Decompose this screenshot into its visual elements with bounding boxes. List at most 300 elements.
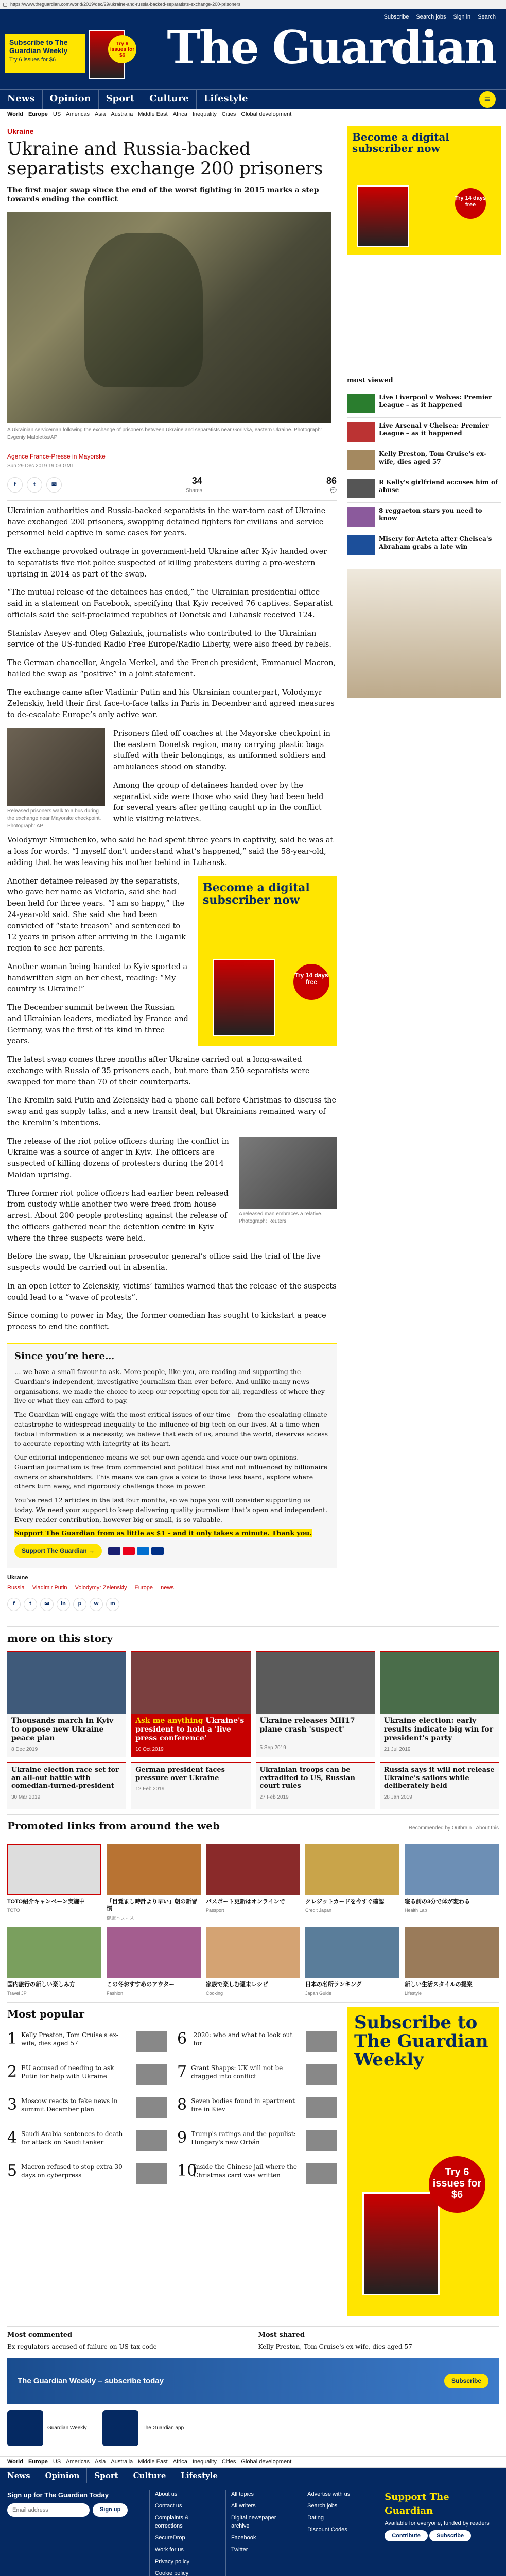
email-field[interactable] (7, 2503, 90, 2517)
arrow-right-icon: → (89, 1547, 95, 1555)
popular-item[interactable] (177, 2126, 337, 2159)
epic-paragraph: You’ve read 12 articles in the last four months, so we hope you will consider supporting us today. We need your support to keep delivering quality journalism that’s open and independent. Every reader contribution, however big or small, is so valuable. (14, 1496, 328, 1523)
story-card-image (256, 1652, 375, 1714)
toplink-jobs[interactable]: Search jobs (416, 14, 446, 20)
story-small-card-date: 27 Feb 2019 (259, 1794, 289, 1800)
hero-soldier-figure (84, 233, 203, 387)
share-count (186, 474, 202, 495)
nav-culture[interactable]: Culture (142, 90, 196, 109)
promoted-card-source: Health Lab (405, 1908, 427, 1913)
menu-icon[interactable]: ≡ (479, 91, 496, 108)
browser-url-bar[interactable] (0, 0, 506, 9)
popular-thumbnail (306, 2064, 337, 2085)
most-viewed-item[interactable] (347, 502, 501, 531)
app-promo[interactable] (102, 2410, 184, 2446)
signup-button[interactable]: Sign up (93, 2503, 128, 2517)
most-viewed-thumbnail (347, 422, 375, 442)
popular-rank: 4 (7, 2129, 18, 2147)
article-paragraph: Another detainee released by the separatists, who gave her name as Victoria, said she had been held for three years. “I am so happy,” the 24-year-old said. She said she had been convicted of “state treason” and sentenced to 12 years in prison after arriving in the Luganik region to see her parents. (7, 877, 186, 953)
subnav-americas[interactable]: Americas (66, 111, 90, 117)
popular-title: 2020: who and what to look out for (193, 2031, 293, 2047)
footer-subnav-item[interactable]: US (53, 2459, 61, 2465)
nav-lifestyle[interactable]: Lifestyle (196, 90, 255, 109)
popular-thumbnail (306, 2031, 337, 2052)
guardian-logo[interactable]: The Guardian (167, 21, 496, 74)
support-guardian-button[interactable] (14, 1544, 102, 1558)
footer-link[interactable]: Cookie policy (154, 2570, 189, 2576)
promoted-card-source: 健康ニュース (107, 1915, 134, 1921)
story-small-card-date: 30 Mar 2019 (11, 1794, 41, 1800)
promoted-card-title: クレジットカードを今すぐ確認 (305, 1899, 385, 1905)
footer-link[interactable]: Digital newspaper archive (231, 2515, 276, 2530)
popular-title: Saudi Arabia sentences to death for attack on Saudi tanker (21, 2130, 123, 2146)
article-paragraph: Another woman being handed to Kyiv sported a handwritten sign on her chest, reading: “My country is Ukraine!” (7, 962, 188, 994)
promoted-card-source: Japan Guide (305, 1991, 332, 1996)
article-paragraph: Stanislav Aseyev and Oleg Galaziuk, journalists who contributed to the Ukrainian service of the US-funded Radio Free Europe/Radio Liberty, were also freed by rebels. (7, 629, 331, 649)
story-small-card[interactable] (380, 1762, 499, 1809)
story-card-highlight[interactable] (131, 1651, 250, 1757)
site-footer (0, 2483, 506, 2576)
article-kicker[interactable]: Ukraine (7, 127, 34, 135)
footer-subnav-item[interactable]: Australia (111, 2459, 133, 2465)
footer-subnav-item[interactable]: Cities (221, 2459, 236, 2465)
whatsapp-icon[interactable]: w (90, 1598, 103, 1611)
story-card[interactable] (380, 1651, 499, 1757)
most-viewed-item[interactable] (347, 417, 501, 446)
topic-link[interactable]: Volodymyr Zelenskiy (75, 1585, 127, 1591)
promoted-card-source: Fashion (107, 1991, 124, 1996)
toplink-signin[interactable]: Sign in (453, 14, 471, 20)
popular-item[interactable] (7, 2027, 167, 2060)
header-promo-title: Subscribe to The Guardian Weekly (9, 38, 68, 55)
pop-ad-title: Subscribe to The Guardian Weekly (354, 2012, 488, 2070)
topic-link[interactable]: Vladimir Putin (32, 1585, 67, 1591)
newsletter-signup (7, 2490, 139, 2576)
promoted-card[interactable] (405, 1844, 499, 1922)
story-small-card[interactable] (256, 1762, 375, 1809)
promoted-card-title: 家族で楽しむ週末レシピ (206, 1981, 268, 1988)
most-viewed-thumbnail (347, 450, 375, 470)
epic-paragraph: … we have a small favour to ask. More people, like you, are reading and supporting the Guardian’s independent, investigative journalism than ever before. And unlike many news organisations, we made the choice to keep our reporting open for all, regardless of where they live or what they can afford to pay. (14, 1368, 325, 1405)
footer-link[interactable]: SecureDrop (154, 2535, 185, 2541)
payment-cards (108, 1547, 164, 1555)
comment-count[interactable] (326, 474, 337, 495)
topic-link[interactable]: Europe (134, 1585, 153, 1591)
footer-link[interactable]: Twitter (231, 2547, 248, 2553)
popular-item[interactable] (177, 2159, 337, 2192)
promoted-card[interactable] (107, 1844, 201, 1922)
popular-rank: 9 (177, 2129, 187, 2147)
toplink-subscribe[interactable]: Subscribe (383, 14, 409, 20)
facebook-icon[interactable]: f (7, 1598, 21, 1611)
right-promo-title: Become a digital subscriber now (352, 131, 449, 155)
popular-title: Moscow reacts to fake news in summit December plan (21, 2097, 118, 2113)
epic-paragraph: The Guardian will engage with the most critical issues of our time – from the escalating climate catastrophe to widespread inequality to the influence of big tech on our lives. At a time when factual information is a necessity, we believe that each of us, around the world, deserves access to accurate reporting with integrity at its heart. (14, 1411, 328, 1448)
footer-nav-item[interactable]: News (7, 2471, 30, 2481)
comment-share-row (7, 2326, 499, 2351)
popular-item[interactable] (7, 2093, 167, 2126)
share-count-label: Shares (186, 488, 202, 494)
footer-link[interactable]: Advertise with us (307, 2491, 351, 2498)
promoted-card-title: TOTO紹介キャンペーン実施中 (7, 1899, 85, 1905)
promoted-card[interactable] (206, 1927, 300, 1997)
footer-subnav-item[interactable]: Europe (28, 2459, 48, 2465)
popular-thumbnail (136, 2163, 167, 2184)
subnav-australia[interactable]: Australia (111, 111, 133, 117)
most-viewed-thumbnail (347, 507, 375, 527)
promoted-card-source: Lifestyle (405, 1991, 422, 1996)
footer-nav-item[interactable]: Lifestyle (173, 2468, 225, 2483)
promoted-card-source: Cooking (206, 1991, 223, 1996)
header-promo-sub: Try 6 issues for $6 (9, 57, 56, 63)
promoted-card-source: Credit Japan (305, 1908, 332, 1913)
story-small-card-title: German president faces pressure over Ukraine (135, 1766, 225, 1782)
story-small-card[interactable] (131, 1762, 250, 1809)
popular-rank: 2 (7, 2063, 18, 2081)
story-small-cards (7, 1762, 499, 1809)
promoted-card[interactable] (305, 1844, 399, 1922)
most-commented-title: Most commented (7, 2331, 73, 2340)
subnav-global-development[interactable]: Global development (241, 111, 292, 117)
promoted-card[interactable] (107, 1927, 201, 1997)
aside-promo-title: Become a digital subscriber now (203, 880, 310, 907)
story-card-title: Ukraine releases MH17 plane crash 'suspect' (259, 1717, 355, 1734)
inline-image-1-photo (7, 728, 105, 806)
pinterest-icon[interactable]: p (73, 1598, 86, 1611)
promoted-image (206, 1927, 300, 1978)
popular-rank: 7 (177, 2063, 187, 2081)
contribute-button[interactable]: Contribute (385, 2530, 428, 2541)
popular-thumbnail (306, 2097, 337, 2118)
promoted-card-source: TOTO (7, 1908, 20, 1913)
banner-ad-text: The Guardian Weekly – subscribe today (18, 2376, 164, 2385)
app-label: The Guardian app (142, 2425, 184, 2431)
footer-subnav-item[interactable]: Africa (172, 2459, 187, 2465)
nav-news[interactable]: News (7, 93, 35, 104)
footer-subnav-item[interactable]: Middle East (138, 2459, 168, 2465)
twitter-icon[interactable]: t (24, 1598, 37, 1611)
promoted-image (405, 1927, 499, 1978)
story-card-image (380, 1652, 499, 1714)
footer-subnav (0, 2456, 506, 2468)
popular-item[interactable] (177, 2093, 337, 2126)
epic-highlight: Support The Guardian from as little as $1 – and it only takes a minute. Thank you. (14, 1529, 312, 1537)
about-this-link[interactable]: About this (476, 1825, 499, 1832)
popular-thumbnail (136, 2097, 167, 2118)
footer-subnav-item[interactable]: Inequality (192, 2459, 217, 2465)
email-icon[interactable]: ✉ (46, 477, 62, 493)
main-content (0, 121, 506, 1621)
subnav-middle-east[interactable]: Middle East (138, 111, 168, 117)
most-viewed-item[interactable] (347, 389, 501, 417)
article-paragraph: Ukrainian authorities and Russia-backed separatists in the war-torn east of Ukraine have exchanged 200 prisoners, swapping detained fighters for civilians and service personnel held captive in some cases for years. (7, 506, 326, 538)
most-shared-title: Most shared (258, 2331, 305, 2340)
promoted-image (107, 1844, 201, 1895)
promoted-card[interactable] (305, 1927, 399, 1997)
subnav-us[interactable]: US (53, 111, 61, 117)
cover-badge: Try 6 issues for $6 (108, 35, 136, 63)
footer-subnav-item[interactable]: World (7, 2459, 23, 2465)
popular-item[interactable] (7, 2159, 167, 2192)
nav-opinion[interactable]: Opinion (42, 90, 98, 109)
article-paragraph: Before the swap, the Ukrainian prosecutor general’s office said the trial of the five suspects would be carried out in absentia. (7, 1252, 321, 1273)
url-text[interactable]: https://www.theguardian.com/world/2019/dec/29/ukraine-and-russia-backed-separatists-exchange-200-prisoners (10, 1, 241, 7)
lock-icon (3, 3, 7, 7)
article-byline[interactable]: Agence France-Presse in Mayorske (7, 449, 337, 461)
footer-subnav-item[interactable]: Americas (66, 2459, 90, 2465)
email-icon[interactable]: ✉ (40, 1598, 54, 1611)
more-on-this-story (7, 1626, 499, 1809)
subnav-asia[interactable]: Asia (95, 111, 106, 117)
most-viewed-thumbnail (347, 479, 375, 498)
popular-item[interactable] (7, 2126, 167, 2159)
article-body (7, 506, 337, 1333)
app-phone-image (102, 2410, 138, 2446)
article-paragraph: The December summit between the Russian and Ukrainian leaders, mediated by France and Germany, was the first of its kind in three years. (7, 1004, 188, 1046)
popular-title: Kelly Preston, Tom Cruise's ex-wife, dies aged 57 (21, 2031, 118, 2047)
popular-title: Trump's ratings and the populist: Hungary's new Orbán (191, 2130, 296, 2146)
inline-image-2-photo (239, 1137, 337, 1209)
pop-ad-badge: Try 6 issues for $6 (429, 2156, 485, 2213)
most-viewed-item[interactable] (347, 446, 501, 474)
article-paragraph: The exchange came after Vladimir Putin and his Ukrainian counterpart, Volodymyr Zelenskiy, held their first face-to-face talks in Paris in December and agreed measures to de-escalate Europe’s only active war. (7, 688, 335, 720)
subnav-world[interactable]: World (7, 111, 23, 117)
nav-sport[interactable]: Sport (98, 90, 142, 109)
amex-icon (137, 1547, 149, 1555)
sub-nav (0, 109, 506, 121)
footer-links-2 (225, 2490, 291, 2576)
support-button-label: Support The Guardian (22, 1547, 87, 1555)
promoted-card[interactable] (7, 1844, 101, 1922)
popular-title: Seven bodies found in apartment fire in Kiev (191, 2097, 295, 2113)
signup-label: Sign up for The Guardian Today (7, 2491, 109, 2499)
story-small-card-title: Russia says it will not release Ukraine's sailors while deliberately held (383, 1766, 495, 1790)
footer-nav-item[interactable]: Culture (126, 2468, 173, 2483)
popular-item[interactable] (7, 2060, 167, 2093)
most-viewed-item[interactable] (347, 531, 501, 559)
footer-nav-item[interactable]: Sport (86, 2468, 125, 2483)
pop-ad-cover (362, 2192, 440, 2295)
most-viewed-item[interactable] (347, 474, 501, 502)
app-promo[interactable] (7, 2410, 87, 2446)
banner-advertisement[interactable] (7, 2358, 499, 2404)
epic-actions (14, 1544, 329, 1558)
article-paragraph: “The mutual release of the detainees has ended,” the Ukrainian presidential office said in a statement on Facebook, specifying that Kyiv received 76 captives. Separatist officials said the self-proclaimed republics of Donetsk and Luhansk received 124. (7, 588, 333, 619)
aside-subscribe-promo[interactable] (198, 876, 337, 1046)
app-label: Guardian Weekly (47, 2425, 87, 2431)
promoted-image (7, 1927, 101, 1978)
most-viewed-item-title: Live Arsenal v Chelsea: Premier League – as it happened (379, 421, 489, 437)
promoted-image (7, 1844, 101, 1895)
story-small-card-date: 28 Jan 2019 (383, 1794, 412, 1800)
share-count-value: 34 (191, 476, 202, 486)
article-paragraph: The latest swap comes three months after Ukraine carried out a long-awaited exchange with Russia of 35 prisoners each, but more than 250 separatists were swapped for more than 70 of their counterparts. (7, 1056, 310, 1087)
story-small-card[interactable] (7, 1762, 126, 1809)
promoted-image (305, 1927, 399, 1978)
story-card-title-wrap (131, 1714, 250, 1745)
subnav-africa[interactable]: Africa (172, 111, 187, 117)
promoted-card-title: 国内旅行の新しい楽しみ方 (7, 1981, 75, 1988)
footer-nav-item[interactable]: Opinion (38, 2468, 87, 2483)
promoted-card-title: パスポート更新はオンラインで (206, 1899, 285, 1905)
story-card-title: Ukraine's president to hold a 'live press conference' (135, 1717, 245, 1742)
topics-list (7, 1574, 337, 1592)
signup-row (7, 2503, 139, 2517)
popular-title: EU accused of needing to ask Putin for help with Ukraine (21, 2064, 114, 2080)
guardian-weekly-ad[interactable] (347, 2007, 499, 2316)
most-commented-item: Ex-regulators accused of failure on US tax code (7, 2343, 157, 2351)
story-card-date: 5 Sep 2019 (259, 1745, 286, 1751)
visa-icon (108, 1547, 120, 1555)
apps-row (7, 2410, 499, 2446)
popular-rank: 10 (177, 2162, 197, 2180)
most-popular-list-wrap (7, 2007, 337, 2316)
footer-link[interactable]: About us (154, 2491, 178, 2498)
topics-heading[interactable]: Ukraine (7, 1574, 28, 1581)
promoted-card[interactable] (206, 1844, 300, 1922)
most-viewed-item-title: 8 reggaeton stars you need to know (379, 506, 482, 522)
promoted-header (7, 1819, 499, 1839)
most-commented[interactable] (7, 2331, 248, 2351)
promoted-card-title: 新しい生活スタイルの提案 (405, 1981, 473, 1988)
footer-link[interactable]: All topics (231, 2491, 254, 2498)
promoted-card[interactable] (7, 1927, 101, 1997)
outbrain-label[interactable]: Recommended by Outbrain (408, 1825, 472, 1832)
more-on-story-title: more on this story (7, 1632, 113, 1645)
topic-link[interactable]: news (161, 1585, 174, 1591)
promoted-by: Recommended by Outbrain · About this (408, 1825, 499, 1832)
app-phone-image (7, 2410, 43, 2446)
popular-rank: 5 (7, 2162, 18, 2180)
subnav-europe[interactable]: Europe (28, 111, 48, 117)
popular-rank: 8 (177, 2096, 187, 2114)
linkedin-icon[interactable]: in (57, 1598, 70, 1611)
hero-caption: A Ukrainian serviceman following the exchange of prisoners between Ukraine and separatists near Gorlivka, eastern Ukraine. Photograph: Evgeniy Maloletka/AP (7, 427, 322, 440)
most-popular (7, 2002, 499, 2316)
most-shared[interactable] (258, 2331, 499, 2351)
article-standfirst: The first major swap since the end of the worst fighting in 2015 marks a step towards ending the conflict (7, 186, 319, 204)
footer-subnav-item[interactable]: Global development (241, 2459, 292, 2465)
article-paragraph: Prisoners filed off coaches at the Mayorske checkpoint in the eastern Donetsk region, many carrying plastic bags stuffed with their belongings, as uniformed soldiers and ambulances stood on standby. (113, 729, 330, 772)
most-viewed-thumbnail (347, 535, 375, 555)
banner-ad-cta[interactable]: Subscribe (444, 2374, 488, 2388)
footer-link[interactable]: Contact us (154, 2503, 182, 2510)
subnav-inequality[interactable]: Inequality (192, 111, 217, 117)
inline-image-2 (239, 1137, 337, 1226)
promoted-grid (7, 1844, 499, 1997)
popular-thumbnail (136, 2064, 167, 2085)
promoted-links (7, 1814, 499, 1997)
popular-item[interactable] (177, 2060, 337, 2093)
promoted-image (206, 1844, 300, 1895)
footer-subnav-item[interactable]: Asia (95, 2459, 106, 2465)
footer-link[interactable]: Discount Codes (307, 2527, 347, 2533)
story-cards (7, 1651, 499, 1757)
subnav-cities[interactable]: Cities (221, 111, 236, 117)
popular-thumbnail (306, 2130, 337, 2151)
aside-promo-cover (213, 959, 275, 1036)
right-subscribe-promo[interactable] (347, 126, 501, 255)
popular-title: Macron refused to stop extra 30 days on cyberpress (21, 2163, 123, 2179)
footer-link[interactable]: Privacy policy (154, 2558, 190, 2565)
story-card[interactable] (7, 1651, 126, 1757)
inline-image-1 (7, 728, 105, 831)
most-viewed (347, 374, 501, 559)
popular-item[interactable] (177, 2027, 337, 2060)
popular-rank: 3 (7, 2096, 18, 2114)
story-card-image (131, 1652, 250, 1714)
messenger-icon[interactable]: m (106, 1598, 119, 1611)
topic-link[interactable]: Russia (7, 1585, 25, 1591)
popular-thumbnail (136, 2130, 167, 2151)
popular-rank: 6 (177, 2030, 187, 2048)
story-card-date: 8 Dec 2019 (11, 1746, 38, 1752)
aside-promo-badge: Try 14 days free (293, 964, 329, 1000)
epic-paragraph: Our editorial independence means we set our own agenda and voice our own opinions. Guardian journalism is free from commercial and political bias and not influenced by billionaire owners or shareholders. This means we can give a voice to those less heard, explore where others turn away, and rigorously challenge those in power. (14, 1453, 327, 1490)
promoted-card[interactable] (405, 1927, 499, 1997)
right-column (347, 121, 501, 1621)
footer-link[interactable]: Complaints & corrections (154, 2515, 189, 2530)
twitter-icon[interactable]: t (27, 477, 42, 493)
contribution-epic (7, 1343, 337, 1568)
story-card-date: 10 Oct 2019 (135, 1746, 164, 1752)
header-promo[interactable] (5, 34, 85, 73)
story-card-date: 21 Jul 2019 (383, 1746, 411, 1752)
article-paragraph: The Kremlin said Putin and Zelenskiy had a phone call before Christmas to discuss the swap and gas supply talks, and a new transit deal, but Ukrainians remained wary of the Kremlin’s intentions. (7, 1096, 337, 1127)
popular-thumbnail (136, 2031, 167, 2052)
footer-link[interactable]: Work for us (154, 2547, 184, 2553)
story-card[interactable] (256, 1651, 375, 1757)
right-promo-cover (357, 185, 409, 247)
promoted-title: Promoted links from around the web (7, 1820, 220, 1833)
popular-title: Grant Shapps: UK will not be dragged into conflict (191, 2064, 283, 2080)
most-popular-list (7, 2027, 337, 2192)
footer-support (378, 2490, 499, 2576)
footer-links-1 (149, 2490, 215, 2576)
most-viewed-item-title: Kelly Preston, Tom Cruise's ex-wife, dies aged 57 (379, 450, 486, 466)
promoted-card-title: この冬おすすめのアウター (107, 1981, 175, 1988)
article-paragraph: Among the group of detainees handed over by the separatist side were those who said they had been held for several years after getting caught up in the conflict while visiting relatives. (113, 781, 324, 824)
footer-link[interactable]: Facebook (231, 2535, 256, 2541)
promoted-card-source: Passport (206, 1908, 224, 1913)
most-viewed-title: most viewed (347, 374, 501, 386)
footer-link[interactable]: Search jobs (307, 2503, 338, 2510)
most-popular-title: Most popular (7, 2008, 84, 2021)
hero-image (7, 212, 331, 423)
bottom-share-bar (7, 1598, 337, 1611)
footer-link[interactable]: Dating (307, 2515, 324, 2521)
popular-rank: 1 (7, 2030, 18, 2048)
right-advertisement[interactable] (347, 569, 501, 698)
article-paragraph: Volodymyr Simuchenko, who said he had spent three years in captivity, said he was at a loss for words. “I myself don’t understand what’s happened,” said the 58-year-old, adding that he was leaving his mother behind in Luhansk. (7, 836, 334, 867)
main-nav (0, 89, 506, 109)
footer-link[interactable]: All writers (231, 2503, 256, 2510)
inline-image-1-caption: Released prisoners walk to a bus during the exchange near Mayorske checkpoint. Photograph: AP (7, 808, 101, 829)
promoted-card-title: 寝る前の3分で体が変わる (405, 1899, 470, 1905)
most-viewed-thumbnail (347, 394, 375, 413)
most-viewed-item-title: R Kelly's girlfriend accuses him of abuse (379, 478, 498, 494)
paypal-icon (151, 1547, 164, 1555)
promoted-image (107, 1927, 201, 1978)
subscribe-button[interactable]: Subscribe (429, 2530, 471, 2541)
article-date: Sun 29 Dec 2019 19.03 GMT (7, 463, 75, 469)
toplink-search[interactable]: Search (478, 14, 496, 20)
facebook-icon[interactable]: f (7, 477, 23, 493)
story-card-kicker: Ask me anything (135, 1717, 203, 1725)
promoted-image (305, 1844, 399, 1895)
article-headline: Ukraine and Russia-backed separatists exchange 200 prisoners (7, 139, 323, 179)
promoted-image (405, 1844, 499, 1895)
